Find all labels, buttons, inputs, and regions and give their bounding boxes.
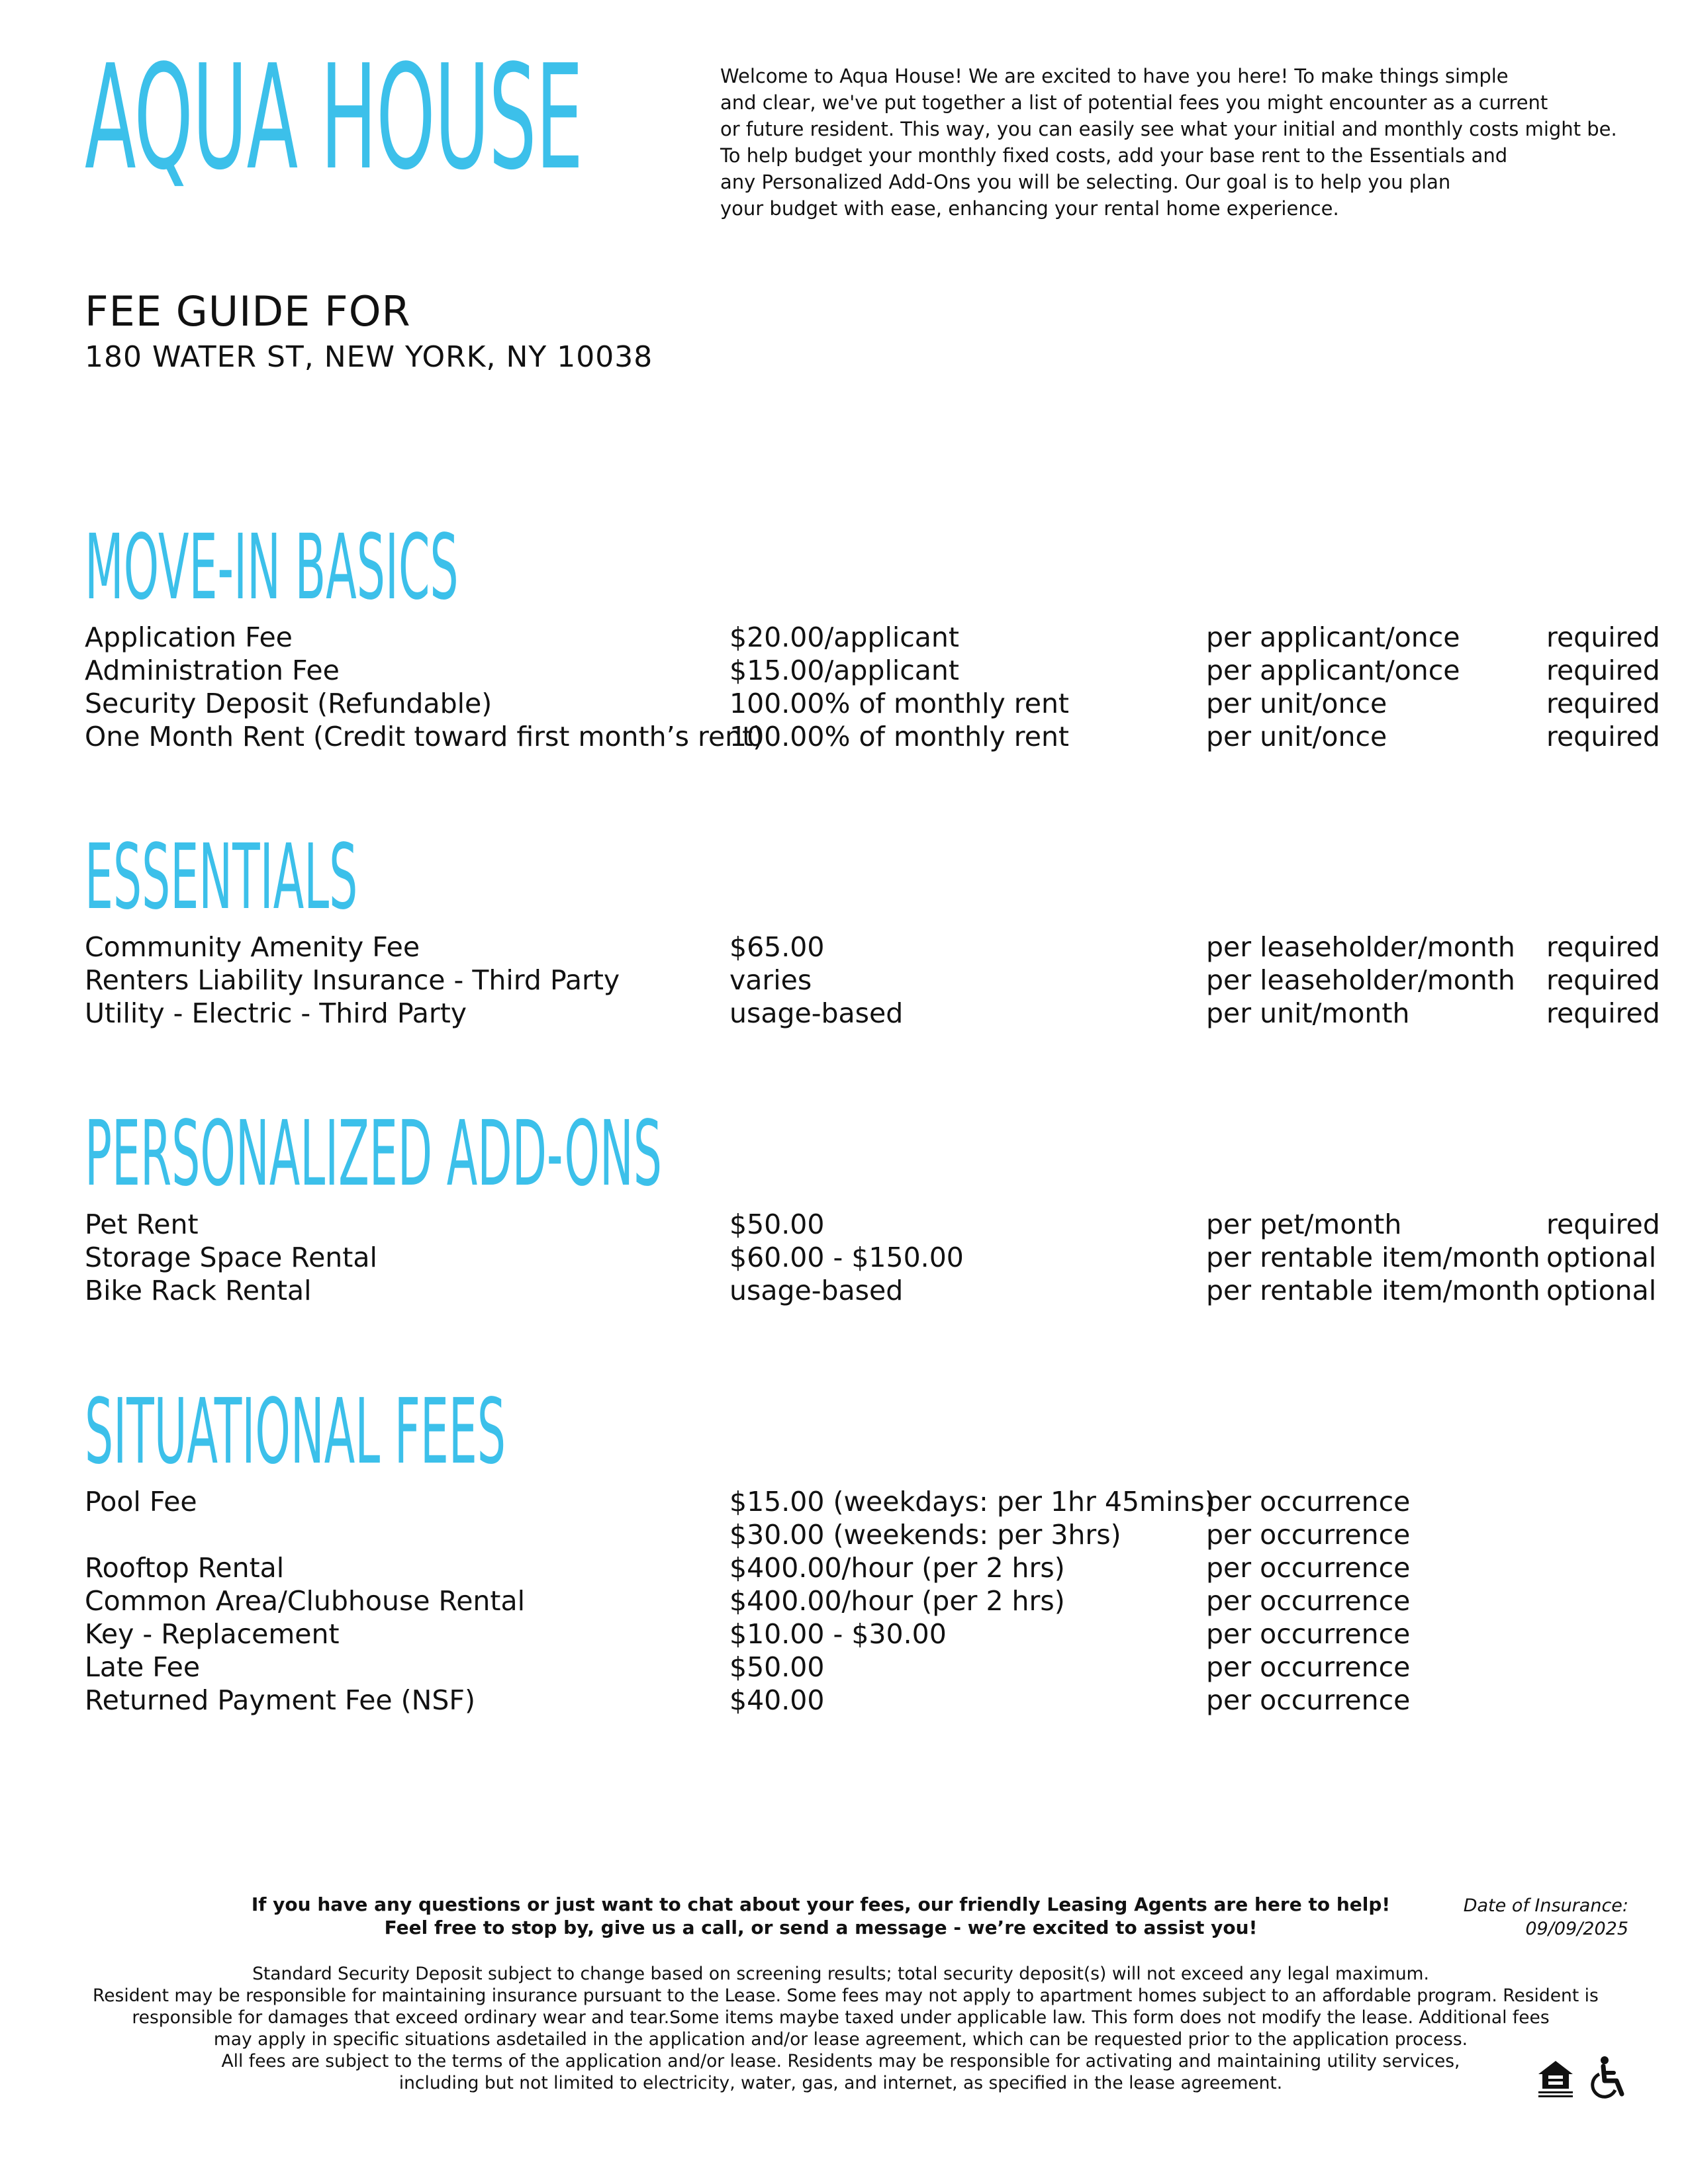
fee-status: required — [1546, 997, 1660, 1029]
fee-frequency: per pet/month — [1206, 1208, 1402, 1240]
fee-frequency: per occurrence — [1206, 1618, 1411, 1650]
fee-frequency: per unit/month — [1206, 997, 1410, 1029]
fee-row — [85, 1208, 1673, 1241]
fee-name: Returned Payment Fee (NSF) — [85, 1684, 475, 1716]
fee-row — [85, 1684, 1673, 1717]
essentials-table — [85, 931, 1673, 1030]
accessibility-icon — [1587, 2056, 1630, 2099]
fee-name: Utility - Electric - Third Party — [85, 997, 467, 1029]
welcome-line: or future resident. This way, you can easily see what your initial and monthly costs might be. — [720, 118, 1617, 140]
legal-line: responsible for damages that exceed ordinary wear and tear.Some items maybe taxed under applicable law. This form does not modify the lease. Additional fees — [132, 2007, 1550, 2028]
fee-frequency: per leaseholder/month — [1206, 931, 1515, 963]
legal-line: may apply in specific situations asdetailed in the application and/or lease agreement, which can be requested prior to the application process. — [213, 2029, 1468, 2050]
fee-frequency: per occurrence — [1206, 1552, 1411, 1584]
fee-frequency: per unit/once — [1206, 688, 1387, 719]
fee-amount: $40.00 — [729, 1684, 825, 1716]
fee-amount: usage-based — [729, 997, 904, 1029]
fee-amount: usage-based — [729, 1275, 904, 1306]
fee-name: Application Fee — [85, 621, 293, 653]
property-address: 180 WATER ST, NEW YORK, NY 10038 — [85, 340, 653, 374]
fee-amount: 100.00% of monthly rent — [729, 721, 1070, 752]
fee-frequency: per occurrence — [1206, 1651, 1411, 1683]
welcome-line: and clear, we've put together a list of potential fees you might encounter as a current — [720, 91, 1548, 114]
legal-line: Resident may be responsible for maintaining insurance pursuant to the Lease. Some fees may not apply to apartment homes subject to an affordable program. Resident is — [93, 1985, 1599, 2006]
fee-name: Renters Liability Insurance - Third Party — [85, 964, 620, 996]
fee-name: Community Amenity Fee — [85, 931, 420, 963]
fee-name: Administration Fee — [85, 655, 340, 686]
fee-frequency: per applicant/once — [1206, 655, 1460, 686]
fee-amount: $15.00/applicant — [729, 655, 959, 686]
welcome-line: To help budget your monthly fixed costs, add your base rent to the Essentials and — [720, 144, 1508, 167]
fee-row — [85, 931, 1673, 964]
fee-row — [85, 1617, 1673, 1651]
help-line: Feel free to stop by, give us a call, or send a message - we’re excited to assist you! — [384, 1917, 1258, 1938]
fee-status: required — [1546, 688, 1660, 719]
fee-name: Security Deposit (Refundable) — [85, 688, 492, 719]
fee-row — [85, 720, 1673, 753]
fee-row — [85, 997, 1673, 1030]
fee-row — [85, 654, 1673, 687]
fee-row — [85, 964, 1673, 997]
welcome-line: Welcome to Aqua House! We are excited to have you here! To make things simple — [720, 65, 1509, 87]
fee-status: required — [1546, 621, 1660, 653]
fee-row — [85, 1651, 1673, 1684]
fee-name: Storage Space Rental — [85, 1242, 377, 1273]
fee-amount: $10.00 - $30.00 — [729, 1618, 947, 1650]
help-message — [199, 1893, 1443, 1939]
fee-name: Common Area/Clubhouse Rental — [85, 1585, 526, 1617]
fee-status: required — [1546, 1208, 1660, 1240]
fee-name: One Month Rent (Credit toward first month’s rent) — [85, 721, 764, 752]
fee-row — [85, 687, 1673, 720]
fee-row — [85, 621, 1673, 654]
legal-line: including but not limited to electricity, water, gas, and internet, as specified in the lease agreement. — [399, 2073, 1283, 2093]
fee-status: required — [1546, 655, 1660, 686]
welcome-text — [720, 63, 1660, 222]
fee-frequency: per occurrence — [1206, 1486, 1411, 1518]
fee-frequency: per unit/once — [1206, 721, 1387, 752]
fee-name: Rooftop Rental — [85, 1552, 285, 1584]
date-of-insurance — [1430, 1894, 1628, 1940]
fee-status: optional — [1546, 1275, 1657, 1306]
fee-status: required — [1546, 931, 1660, 963]
section-title-move-in-basics: MOVE-IN BASICS — [85, 516, 459, 620]
add-ons-table — [85, 1208, 1673, 1307]
fee-amount: $30.00 (weekends: per 3hrs) — [729, 1519, 1121, 1551]
fee-frequency: per occurrence — [1206, 1684, 1411, 1716]
welcome-line: your budget with ease, enhancing your rental home experience. — [720, 197, 1339, 220]
legal-disclaimer — [93, 1963, 1599, 2094]
fee-name: Pet Rent — [85, 1208, 199, 1240]
fee-amount: $65.00 — [729, 931, 825, 963]
fee-amount: 100.00% of monthly rent — [729, 688, 1070, 719]
section-title-situational-fees: SITUATIONAL FEES — [85, 1380, 506, 1484]
help-line: If you have any questions or just want to chat about your fees, our friendly Leasing Agents are here to help! — [251, 1893, 1391, 1915]
section-title-essentials: ESSENTIALS — [85, 825, 358, 930]
fee-amount: $50.00 — [729, 1651, 825, 1683]
fee-name: Key - Replacement — [85, 1618, 340, 1650]
fee-status: required — [1546, 964, 1660, 996]
situational-fees-table — [85, 1485, 1673, 1717]
fee-row — [85, 1551, 1673, 1584]
fee-row — [85, 1241, 1673, 1274]
fee-row — [85, 1485, 1673, 1518]
date-label: Date of Insurance: — [1463, 1895, 1628, 1916]
fee-frequency: per occurrence — [1206, 1585, 1411, 1617]
move-in-basics-table — [85, 621, 1673, 753]
fee-amount: $60.00 - $150.00 — [729, 1242, 964, 1273]
fee-row — [85, 1518, 1673, 1551]
fee-amount: $400.00/hour (per 2 hrs) — [729, 1585, 1065, 1617]
legal-line: Standard Security Deposit subject to change based on screening results; total security deposit(s) will not exceed any legal maximum. — [252, 1964, 1429, 1984]
fee-name: Pool Fee — [85, 1486, 197, 1518]
fee-status: required — [1546, 721, 1660, 752]
fee-amount: $20.00/applicant — [729, 621, 959, 653]
fee-status: optional — [1546, 1242, 1657, 1273]
fee-amount: varies — [729, 964, 812, 996]
section-title-personalized-add-ons: PERSONALIZED ADD-ONS — [85, 1102, 662, 1206]
fee-frequency: per rentable item/month — [1206, 1242, 1540, 1273]
fee-name: Bike Rack Rental — [85, 1275, 312, 1306]
equal-housing-icon — [1537, 2060, 1574, 2099]
fee-amount: $50.00 — [729, 1208, 825, 1240]
welcome-line: any Personalized Add-Ons you will be selecting. Our goal is to help you plan — [720, 171, 1451, 193]
fee-row — [85, 1274, 1673, 1307]
fee-amount: $15.00 (weekdays: per 1hr 45mins) — [729, 1486, 1215, 1518]
fee-name: Late Fee — [85, 1651, 201, 1683]
legal-line: All fees are subject to the terms of the application and/or lease. Residents may be responsible for activating and maintaining utility services, — [221, 2051, 1460, 2071]
brand-title: AQUA HOUSE — [85, 34, 583, 202]
date-value: 09/09/2025 — [1525, 1919, 1628, 1939]
fee-frequency: per leaseholder/month — [1206, 964, 1515, 996]
fee-row — [85, 1584, 1673, 1617]
fee-frequency: per occurrence — [1206, 1519, 1411, 1551]
fee-frequency: per rentable item/month — [1206, 1275, 1540, 1306]
fee-guide-title: FEE GUIDE FOR — [85, 287, 411, 336]
fee-frequency: per applicant/once — [1206, 621, 1460, 653]
fee-amount: $400.00/hour (per 2 hrs) — [729, 1552, 1065, 1584]
